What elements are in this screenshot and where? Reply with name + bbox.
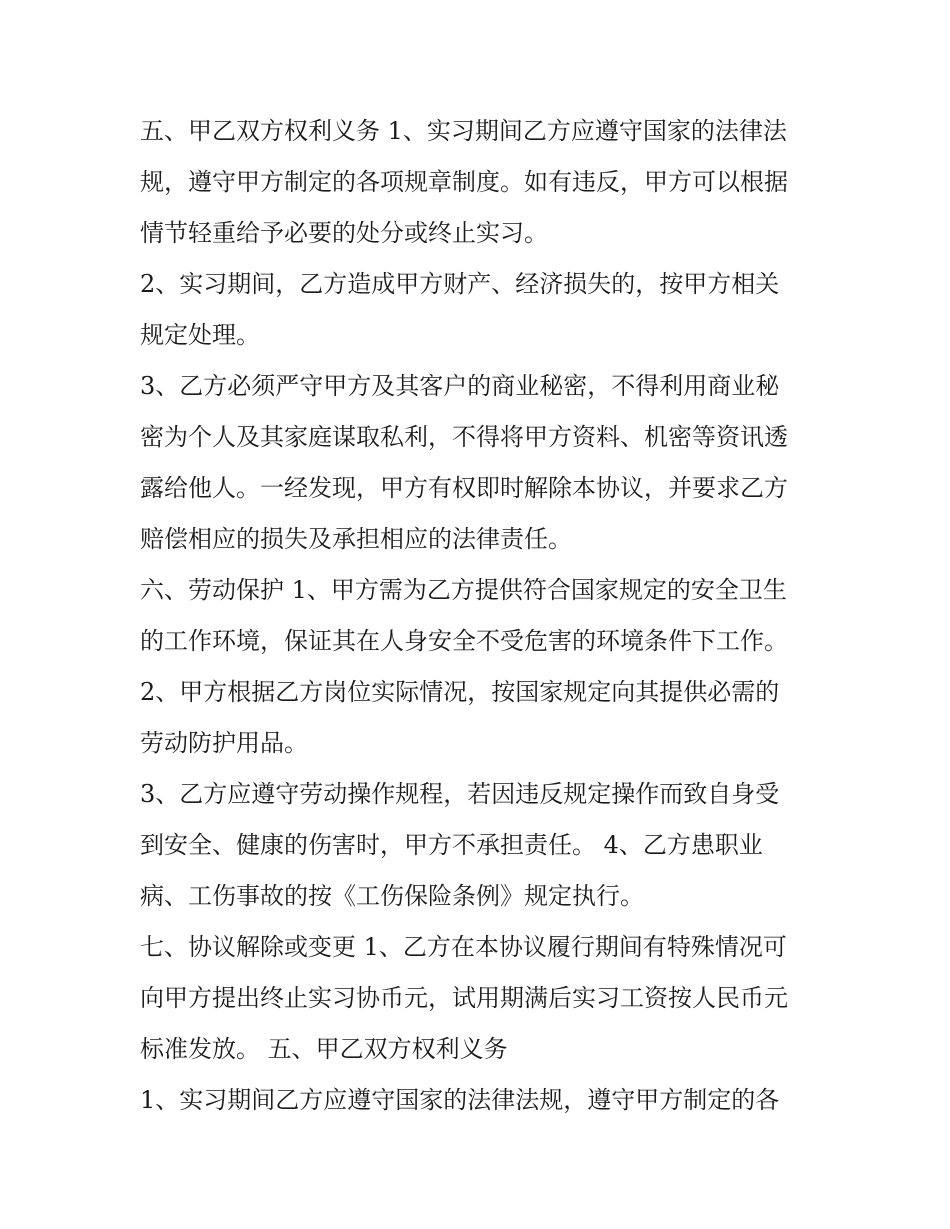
text-line: 标准发放。 五、甲乙双方权利义务 bbox=[140, 1035, 508, 1063]
text-line: 露给他人。一经发现，甲方有权即时解除本协议，并要求乙方 bbox=[140, 474, 788, 502]
text-line: 七、协议解除或变更 1、乙方在本协议履行期间有特殊情况可 bbox=[140, 933, 787, 961]
text-line: 规，遵守甲方制定的各项规章制度。如有违反，甲方可以根据 bbox=[140, 168, 788, 196]
text-line: 劳动防护用品。 bbox=[140, 729, 308, 757]
text-line: 的工作环境，保证其在人身安全不受危害的环境条件下工作。 bbox=[140, 627, 788, 655]
text-line: 向甲方提出终止实习协币元，试用期满后实习工资按人民币元 bbox=[140, 984, 788, 1012]
text-line: 五、甲乙双方权利义务 1、实习期间乙方应遵守国家的法律法 bbox=[140, 117, 787, 145]
text-line: 病、工伤事故的按《工伤保险条例》规定执行。 bbox=[140, 882, 644, 910]
text-line: 六、劳动保护 1、甲方需为乙方提供符合国家规定的安全卫生 bbox=[140, 576, 787, 604]
text-line: 情节轻重给予必要的处分或终止实习。 bbox=[140, 219, 548, 247]
document-body bbox=[140, 106, 820, 1126]
text-line: 赔偿相应的损失及承担相应的法律责任。 bbox=[140, 525, 572, 553]
text-line: 3、乙方应遵守劳动操作规程，若因违反规定操作而致自身受 bbox=[140, 780, 780, 808]
text-line: 3、乙方必须严守甲方及其客户的商业秘密，不得利用商业秘 bbox=[140, 372, 780, 400]
text-line: 2、实习期间，乙方造成甲方财产、经济损失的，按甲方相关 bbox=[140, 270, 780, 298]
text-line: 1、实习期间乙方应遵守国家的法律法规，遵守甲方制定的各 bbox=[140, 1086, 780, 1114]
text-line: 密为个人及其家庭谋取私利，不得将甲方资料、机密等资讯透 bbox=[140, 423, 788, 451]
text-line: 规定处理。 bbox=[140, 321, 260, 349]
text-line: 到安全、健康的伤害时，甲方不承担责任。 4、乙方患职业 bbox=[140, 831, 763, 859]
text-line: 2、甲方根据乙方岗位实际情况，按国家规定向其提供必需的 bbox=[140, 678, 780, 706]
